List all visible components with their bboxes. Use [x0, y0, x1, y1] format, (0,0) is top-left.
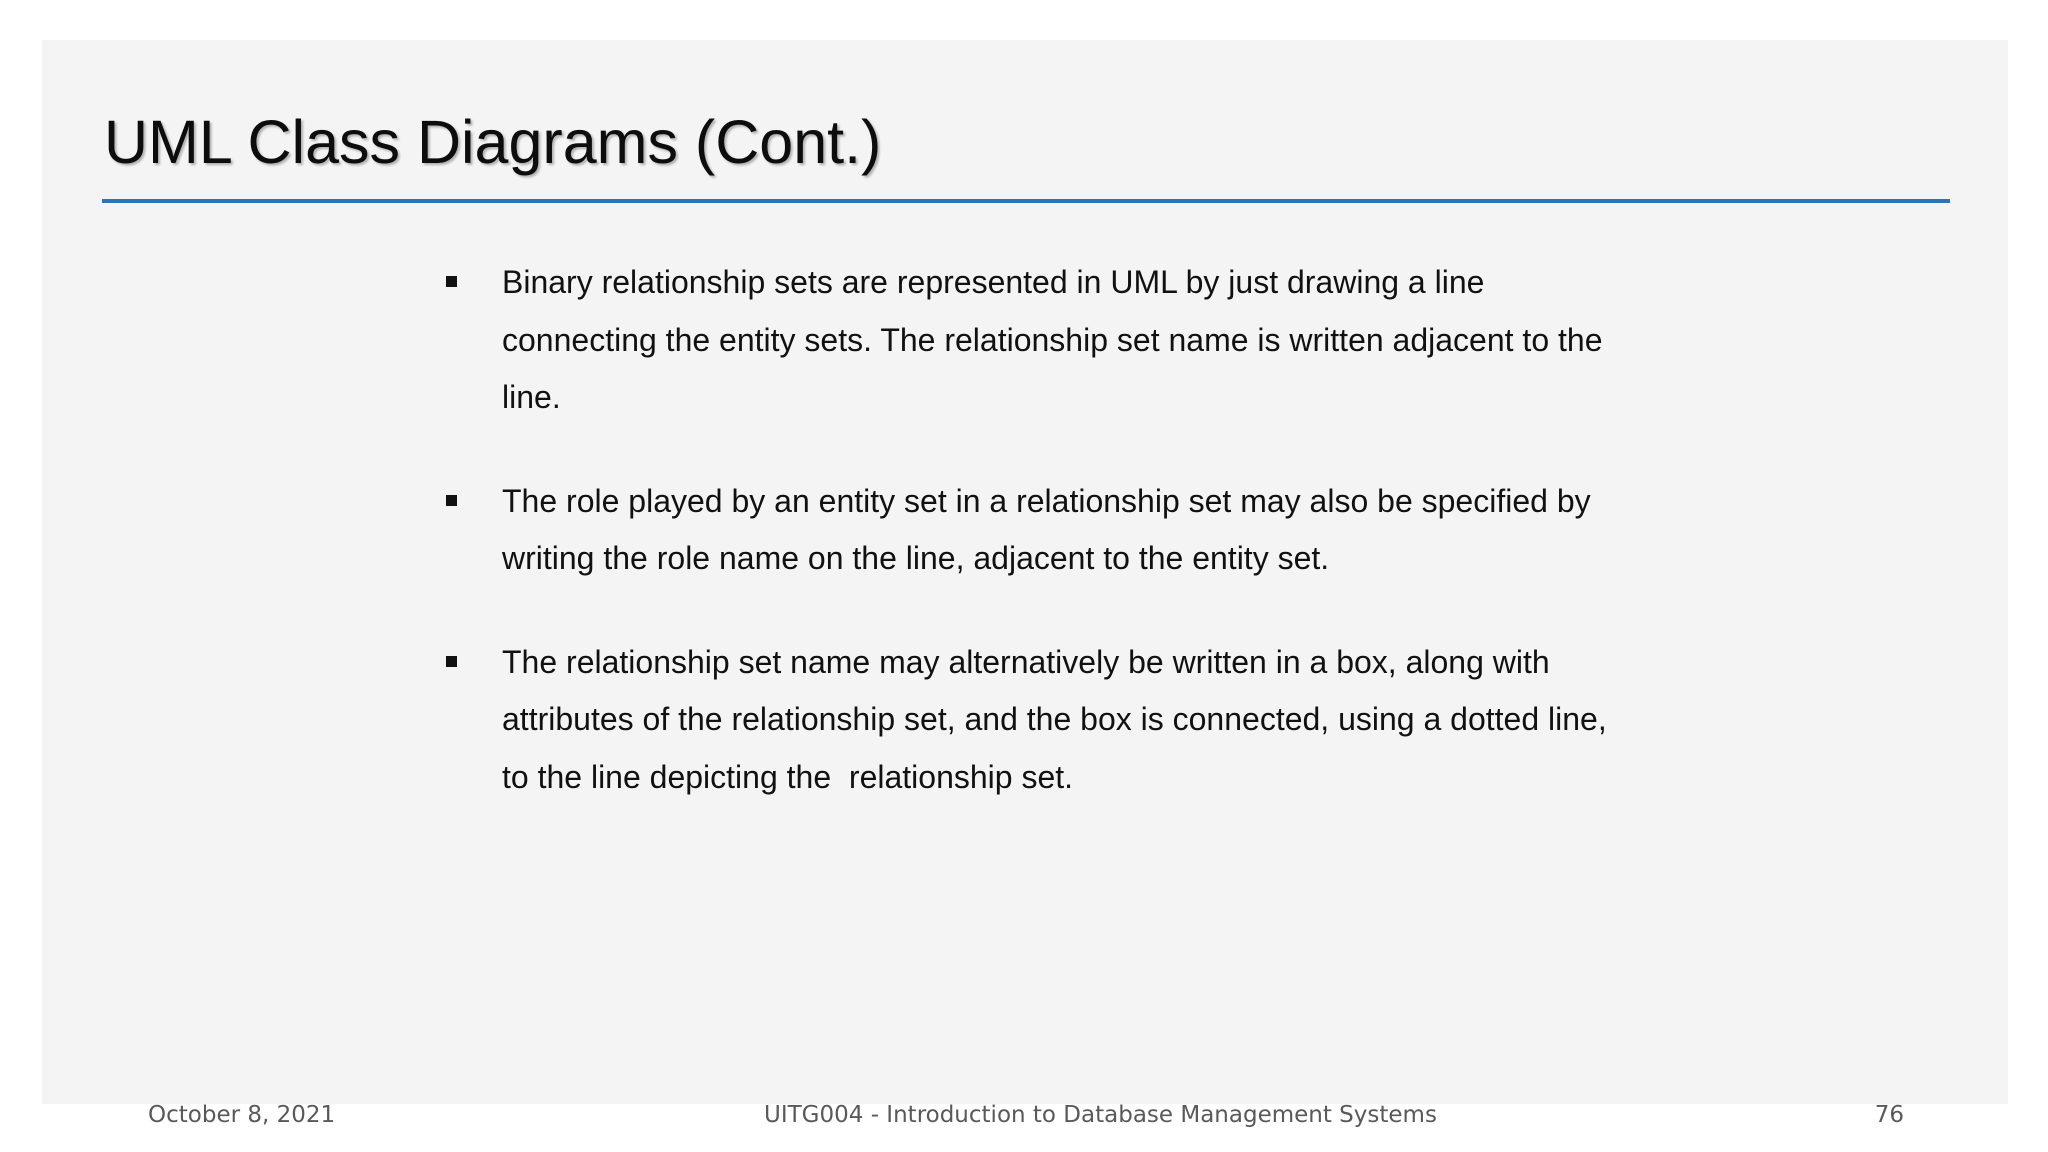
- square-bullet-icon: [446, 276, 457, 287]
- bullet-text-line: attributes of the relationship set, and the box is connected, using a dotted line,: [502, 701, 1607, 737]
- bullet-list: [402, 254, 1742, 806]
- bullet-item: [402, 473, 1742, 588]
- bullet-text-line: The role played by an entity set in a relationship set may also be specified by: [502, 482, 1591, 519]
- footer-course-title: UITG004 - Introduction to Database Management Systems: [764, 1102, 1437, 1128]
- bullet-text-line: The relationship set name may alternatively be written in a box, along with: [502, 643, 1550, 680]
- square-bullet-icon: [446, 656, 457, 667]
- page-number: 76: [1874, 1102, 1904, 1128]
- slide-title: UML Class Diagrams (Cont.): [104, 108, 882, 176]
- square-bullet-icon: [446, 495, 457, 506]
- bullet-text-line: to the line depicting the relationship set.: [502, 758, 1074, 795]
- bullet-text-line: Binary relationship sets are represented in UML by just drawing a line: [502, 264, 1485, 300]
- footer-date: October 8, 2021: [148, 1102, 336, 1128]
- bullet-text-line: connecting the entity sets. The relationship set name is written adjacent to the: [502, 321, 1603, 358]
- title-divider: [102, 199, 1950, 203]
- bullet-text-line: writing the role name on the line, adjacent to the entity set.: [502, 540, 1330, 576]
- slide: [42, 40, 2008, 1128]
- bullet-item: [402, 634, 1742, 807]
- bullet-text-line: line.: [502, 379, 561, 415]
- bullet-item: [402, 254, 1742, 427]
